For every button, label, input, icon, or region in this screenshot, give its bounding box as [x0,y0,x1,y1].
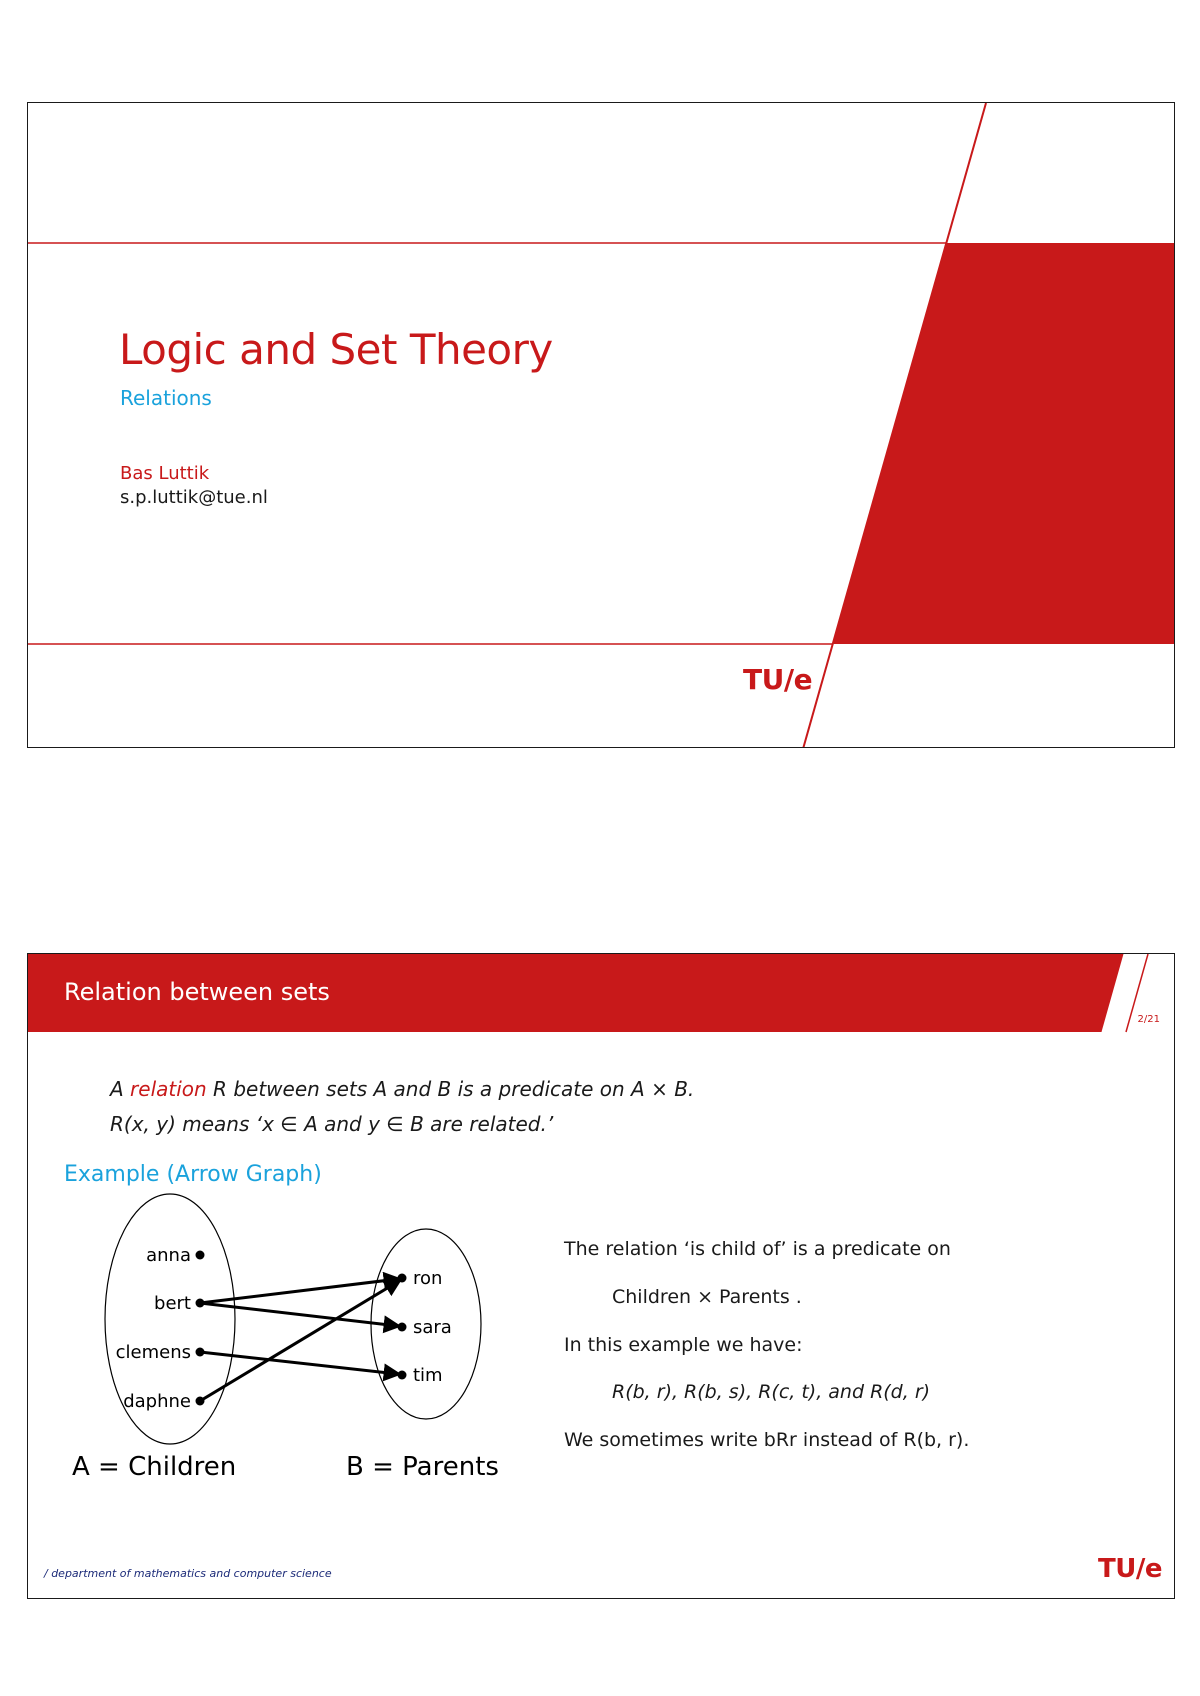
node-sara [398,1323,407,1332]
arrow-bert-sara [200,1303,398,1326]
explanation-line-5: We sometimes write bRr instead of R(b, r). [564,1429,970,1451]
parent-sara: sara [413,1317,452,1338]
child-clemens: clemens [115,1342,191,1363]
definition-rest: R between sets A and B is a predicate on A × B. [206,1077,695,1101]
set-a-label: A = Children [72,1452,237,1482]
parent-ron: ron [413,1268,443,1289]
page-number: 2/21 [1137,1014,1160,1025]
title-slide [27,102,1175,748]
tue-logo-footer: TU/e [1098,1554,1162,1584]
slide-heading: Relation between sets [64,978,330,1006]
explanation-line-3: In this example we have: [564,1334,803,1356]
child-anna: anna [146,1245,191,1266]
red-parallelogram [833,243,1175,644]
content-slide [27,953,1175,1599]
slide-subtitle: Relations [120,386,212,410]
definition-highlight: relation [130,1077,207,1101]
slide-title: Logic and Set Theory [119,325,553,374]
explanation-line-4: R(b, r), R(b, s), R(c, t), and R(d, r) [612,1381,931,1403]
tue-logo: TU/e [743,663,813,696]
explanation-line-2: Children × Parents . [612,1286,802,1308]
node-anna [196,1251,205,1260]
explanation-line-1: The relation ‘is child of’ is a predicate on [564,1238,951,1260]
definition-prefix: A [110,1077,131,1101]
footer-department: / department of mathematics and computer science [44,1567,332,1580]
node-tim [398,1371,407,1380]
set-b-label: B = Parents [346,1452,499,1482]
child-bert: bert [154,1293,191,1314]
child-daphne: daphne [123,1391,191,1412]
arrow-graph [28,954,1175,1599]
example-heading: Example (Arrow Graph) [64,1162,322,1187]
author-name: Bas Luttik [120,463,210,484]
author-email: s.p.luttik@tue.nl [120,487,268,508]
definition-line-2: R(x, y) means ‘x ∈ A and y ∈ B are related.’ [110,1112,554,1136]
parent-tim: tim [413,1365,443,1386]
slide-decoration [28,103,1175,748]
